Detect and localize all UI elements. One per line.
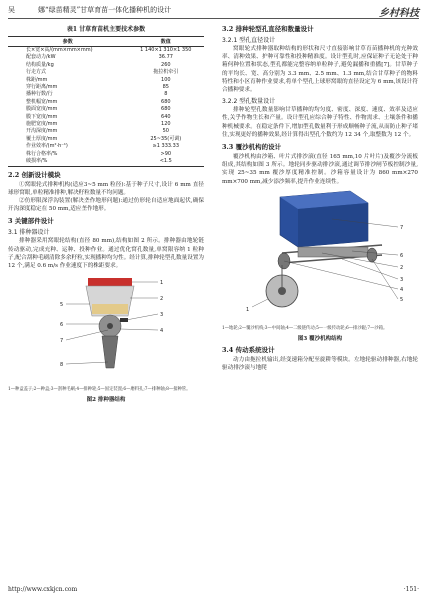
param-name: 株行合格率/% <box>26 150 58 157</box>
svg-text:7: 7 <box>60 338 64 345</box>
hopper-lid <box>88 278 132 286</box>
param-name: 穿行距离/mm <box>26 84 58 91</box>
param-value: 25~35(可调) <box>150 135 182 142</box>
table-row <box>8 77 204 84</box>
param-value: 680 <box>161 98 171 105</box>
param-value: <1.5 <box>128 158 204 166</box>
figure-3-legend: 1—地轮;2—覆沙机构;3—中间轴;4—二级链传动;5—一级传动轮;6—排沙辊;7—沙箱。 <box>222 325 388 331</box>
param-value: 260 <box>161 61 171 68</box>
seeds <box>92 304 128 314</box>
sand-box-front <box>298 203 368 247</box>
sand-covering-drawing <box>222 189 418 321</box>
section-3-2-2: 3.2.2 型孔数量设计 <box>222 98 276 106</box>
section-3-3: 3.3 覆沙机构的设计 <box>222 143 282 152</box>
svg-text:5: 5 <box>60 302 64 309</box>
param-name: 株距/mm <box>26 76 48 83</box>
page-header <box>8 4 419 19</box>
param-value: 36.77 <box>158 54 173 61</box>
param-value: 1 140×1 310×1 350 <box>140 47 192 53</box>
param-value: 640 <box>161 113 171 120</box>
param-name: 配套动力/kW <box>26 54 56 61</box>
page-number: ·151· <box>403 586 419 593</box>
para-2-2-b: ②仿形限深浮沟装置(解决垄作地形问题):通过仿形轮自适应地面起伏,确保开沟深度稳定在 50 mm,适应垄作地形。 <box>8 197 204 213</box>
section-3-2: 3.2 排种轮型孔直径和数量设计 <box>222 25 314 33</box>
figure-2 <box>8 274 204 403</box>
param-name: 长×宽×高/(mm×mm×mm) <box>26 47 93 53</box>
table-header-param: 参数 <box>8 37 128 47</box>
para-3-3: 覆沙机构由沙箱、叶片式排沙滚(直径 165 mm,10 片叶片)及覆沙分流板组成,其结构如图 3 所示。地轮同步驱动排沙滚,通过调节排沙闸节板控制沙量,实现 25~35 mm 覆沙厚度精准控制。沙箱容量设计为 860 mm×270 mm×700 mm,减少添沙频率,提升作业连续性。 <box>222 154 418 185</box>
table1-caption: 表1 甘草育苗机主要技术参数 <box>66 26 146 33</box>
svg-text:6: 6 <box>60 322 64 329</box>
metering-shaft <box>107 323 113 329</box>
spec-table <box>8 36 204 167</box>
table-row <box>8 69 204 76</box>
section-3-2-1: 3.2.1 型孔直径设计 <box>222 37 276 44</box>
param-name: 覆土厚度/mm <box>26 135 58 142</box>
header-title: 娜“绿苗精灵”甘草育苗一体化播种机的设计 <box>38 6 172 14</box>
table-row <box>8 158 204 166</box>
para-3-2-1: 窝眼轮式排种器取种结构的形状和尺寸直接影响甘草育苗播种机的充种效率、清种效果、护种可靠性和投种精准度。设计型孔时,应保证种子无论处于种箱何种位置和状态,型孔都能完整容纳单粒种子,避免漏播和重播[7]。甘草种子的平均长、宽、高分别为 3.3 mm、2.5 mm、1.3 mm,结合甘草种子的物料特性和小区育种作业要求,将单个型孔上球形窝眼的直径设定为 6 mm,该设计符合播种要求。 <box>222 46 418 94</box>
param-value: ≥1 333.33 <box>152 143 180 150</box>
header-author: 吴 <box>8 6 15 14</box>
figure-2-legend: 1—种盒盖子;2—种盒;3—刮种毛刷;4—排种轮;5—固定装置;6—磨料孔;7—排种轴;8—接种管。 <box>8 387 191 393</box>
param-name: 行走方式 <box>26 69 47 76</box>
svg-text:1: 1 <box>246 306 250 313</box>
para-3-1: 排种器采用窝眼轮结构(直径 80 mm),结构如图 2 所示。排种器由地轮链传动驱动,完成充种、运种、投种作业。通过优化窝孔数量,单窝限容纳 1 粒种子,配合刮种毛刷清除多余籽粒,实现播种均匀性。经计算,排种轮型孔数量设置为 12 个,满足 0.6 m/s 作业速度下的株距要求。 <box>8 238 204 269</box>
param-name: 施肥宽度/mm <box>26 121 58 128</box>
table-row <box>8 151 204 158</box>
left-column <box>8 24 204 403</box>
param-name: 破损率/% <box>8 158 128 166</box>
journal-url: http://www.cxkjcn.com <box>8 586 78 593</box>
table-row <box>8 91 204 98</box>
section-3-4: 3.4 传动系统设计 <box>222 345 275 354</box>
param-value: >90 <box>160 150 172 157</box>
param-name: 作业效率/(m²·h⁻¹) <box>26 143 68 150</box>
svg-text:1: 1 <box>160 280 164 287</box>
para-2-2-a: ①窝眼轮式排种机构(适应3~5 mm 粒径):基于种子尺寸,设计 6 mm 直径球形窝眼,单粒精准排种,解决籽粒数量不均问题。 <box>8 181 204 196</box>
table-row <box>8 106 204 113</box>
table-row <box>8 114 204 121</box>
table-header-value: 数值 <box>128 37 204 47</box>
journal-logo: 乡村科技 <box>379 8 419 19</box>
svg-text:4: 4 <box>160 328 164 335</box>
param-name: 开沟深度/mm <box>26 128 58 135</box>
param-value: 85 <box>162 84 169 91</box>
sand-roller <box>298 247 368 257</box>
param-name: 膜面宽度/mm <box>26 106 58 113</box>
seed-metering-device-drawing <box>8 274 204 382</box>
param-name: 结构质量/kg <box>26 61 54 68</box>
transmission-wheel <box>367 248 377 262</box>
section-2-2: 2.2 创新设计模块 <box>8 170 61 179</box>
svg-text:6: 6 <box>400 252 404 259</box>
table-row <box>8 54 204 61</box>
svg-text:7: 7 <box>400 224 404 231</box>
param-value: 120 <box>161 121 171 128</box>
param-value: 8 <box>164 91 168 98</box>
section-3-1: 3.1 排种器设计 <box>8 229 50 237</box>
svg-text:8: 8 <box>60 362 64 369</box>
section-3: 3 关键部件设计 <box>8 217 54 226</box>
param-value: 100 <box>161 76 171 83</box>
figure-3 <box>222 189 418 342</box>
param-name: 膜下宽度/mm <box>26 113 58 120</box>
table-row <box>8 128 204 135</box>
param-name: 播种行数/行 <box>26 91 53 98</box>
seed-tube <box>102 336 118 368</box>
param-name: 整机幅宽/mm <box>26 98 58 105</box>
param-value: 拖拉机牵引 <box>153 69 179 76</box>
svg-text:3: 3 <box>400 276 404 283</box>
para-3-2-2: 排种轮型孔数量影响甘草播种的均匀度、密度、深度、速度、效率及适应性,关乎作物生长和产量。设计型孔应综合种子特性、作物需求、土壤条件和播种机械要求。在稳定条件下,增加型孔数量利于形成顺畅种子流,从而防止种子堵住,实现更好的播种效果,经计算得出型孔个数约为 12 34 个,取整数为 12 个。 <box>222 107 418 138</box>
svg-text:2: 2 <box>160 296 164 303</box>
svg-text:3: 3 <box>160 312 164 319</box>
figure-3-caption: 图3 覆沙机构结构 <box>297 335 343 342</box>
para-3-4: 动力由拖拉机输出,经变速箱分配至旋耕等模块。左地轮驱动排种器,右地轮驱动排沙滚与地爬 <box>222 356 418 372</box>
svg-text:2: 2 <box>400 264 404 271</box>
right-column <box>222 24 418 372</box>
svg-text:4: 4 <box>400 286 404 293</box>
param-value: 680 <box>161 106 171 113</box>
param-value: 50 <box>162 128 169 135</box>
figure-2-caption: 图2 排种器结构 <box>86 397 126 404</box>
table-row <box>8 143 204 150</box>
ground-wheel-hub <box>278 287 286 295</box>
svg-text:5: 5 <box>400 296 404 303</box>
